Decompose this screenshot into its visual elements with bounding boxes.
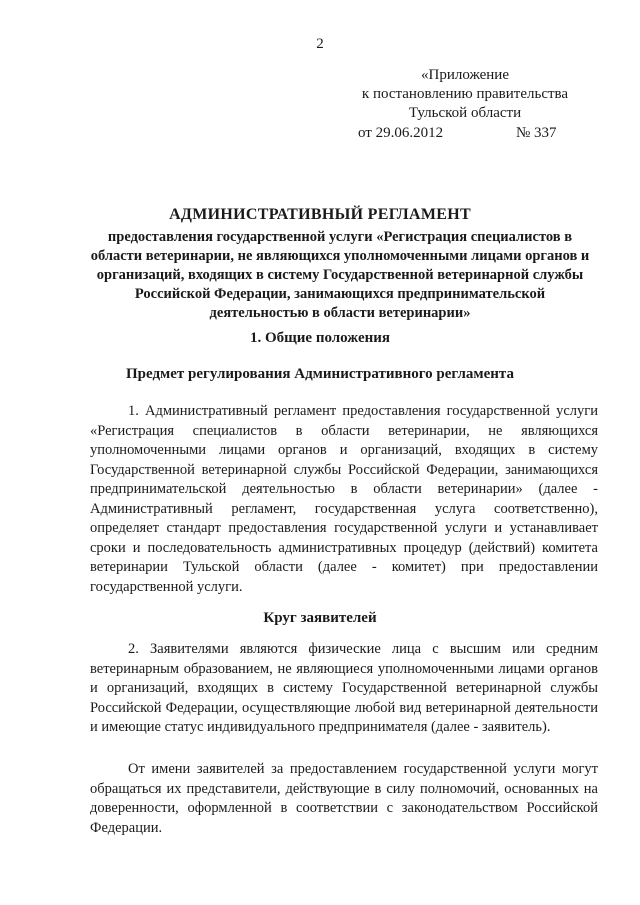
paragraph-1: 1. Административный регламент предоставления государственной услуги «Регистрация специалистов в области ветеринарии, не являющихся уполномоченными лицами органов и организаций, входящих в систему Государственной ветеринарной службы Российской Федерации, занимающихся предпринимательской деятельностью в области ветеринарии» (далее - Административный регламент, государственная услуга соответственно), определяет стандарт предоставления государственной услуги и устанавливает сроки и последовательность административных процедур (действий) комитета ветеринарии Тульской области (далее - комитет) при предоставлении государственной услуги. [90,403,598,595]
appendix-line-3: Тульской области [408,105,522,121]
document-subtitle: предоставления государственной услуги «Регистрация специалистов в области ветеринарии, не являющихся уполномоченными лицами органов и организаций, входящих в систему Государственной ветеринарной службы Российской Федерации, занимающихся предпринимательской деятельностью в области ветеринарии» [90,229,590,321]
resolution-dateline [358,125,598,142]
page-number: 2 [316,36,324,52]
subsection-heading-applicants: Круг заявителей [263,610,377,626]
appendix-line-2: к постановлению правительства [361,86,569,102]
appendix-header [340,66,590,123]
paragraph-3: От имени заявителей за предоставлением государственной услуги могут обращаться их представители, действующие в силу полномочий, основанных на доверенности, оформленной в соответствии с законодательством Российской Федерации. [90,761,598,836]
subsection-heading-subject: Предмет регулирования Административного регламента [126,366,514,382]
appendix-line-1: «Приложение [420,67,509,83]
resolution-date: от 29.06.2012 [358,125,444,141]
section-heading-general: 1. Общие положения [249,330,391,346]
paragraph-2: 2. Заявителями являются физические лица с высшим или средним ветеринарным образованием, не являющиеся уполномоченными лицами органов и организаций, входящих в систему Государственной ветеринарной службы Российской Федерации, осуществляющие любой вид ветеринарной деятельности и имеющие статус индивидуального предпринимателя (далее - заявитель). [90,641,598,735]
resolution-number: № 337 [516,125,557,141]
document-title: АДМИНИСТРАТИВНЫЙ РЕГЛАМЕНТ [169,206,471,223]
